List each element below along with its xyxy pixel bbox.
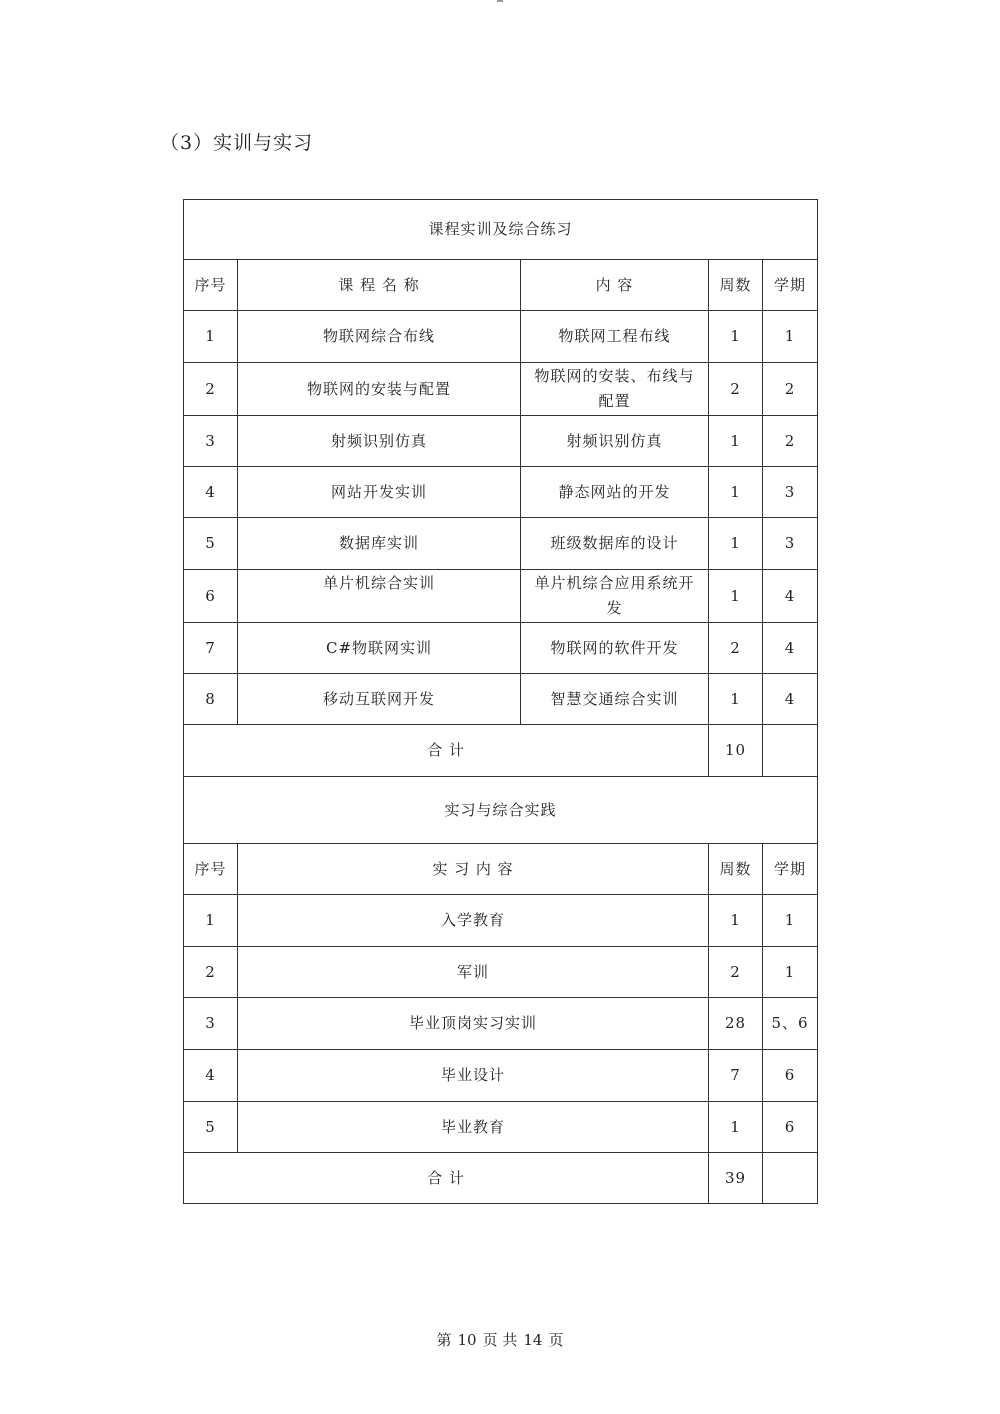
row-content: 物联网的软件开发 <box>521 623 709 674</box>
total-term-empty <box>763 1153 818 1204</box>
header-content: 内 容 <box>521 260 709 311</box>
table-row <box>184 1050 818 1102</box>
row-course-name: 网站开发实训 <box>238 467 521 518</box>
footer-prefix: 第 <box>436 1331 452 1349</box>
row-term: 3 <box>763 518 818 570</box>
row-seq: 2 <box>184 363 238 416</box>
table-row <box>184 311 818 363</box>
row-term: 4 <box>763 570 818 623</box>
section-heading: （3）实训与实习 <box>160 132 314 154</box>
row-weeks: 1 <box>709 674 763 725</box>
table-row <box>184 674 818 725</box>
row-seq: 5 <box>184 518 238 570</box>
row-term: 1 <box>763 895 818 947</box>
table2-total-row <box>184 1153 818 1204</box>
footer-total-pages: 14 <box>523 1331 543 1349</box>
table-row <box>184 947 818 998</box>
header-seq: 序号 <box>184 260 238 311</box>
row-weeks: 1 <box>709 895 763 947</box>
table-row <box>184 363 818 416</box>
header-seq: 序号 <box>184 844 238 895</box>
table-row <box>184 518 818 570</box>
row-weeks: 1 <box>709 570 763 623</box>
row-term: 1 <box>763 947 818 998</box>
row-content: 物联网工程布线 <box>521 311 709 363</box>
row-term: 2 <box>763 363 818 416</box>
row-term: 6 <box>763 1050 818 1102</box>
row-content: 单片机综合应用系统开发 <box>521 570 709 623</box>
row-term: 2 <box>763 416 818 467</box>
table-row <box>184 895 818 947</box>
row-content: 射频识别仿真 <box>521 416 709 467</box>
total-weeks: 10 <box>709 725 763 777</box>
row-course-name: 物联网的安装与配置 <box>238 363 521 416</box>
row-seq: 4 <box>184 467 238 518</box>
row-weeks: 1 <box>709 467 763 518</box>
footer-current-page: 10 <box>457 1331 477 1349</box>
row-weeks: 2 <box>709 363 763 416</box>
row-course-name: 单片机综合实训 <box>238 570 521 623</box>
table-row <box>184 467 818 518</box>
header-term: 学期 <box>763 260 818 311</box>
row-term: 5、6 <box>763 998 818 1050</box>
row-course-name: C#物联网实训 <box>238 623 521 674</box>
row-content: 班级数据库的设计 <box>521 518 709 570</box>
row-weeks: 2 <box>709 623 763 674</box>
table1-total-row <box>184 725 818 777</box>
row-weeks: 1 <box>709 311 763 363</box>
row-content: 智慧交通综合实训 <box>521 674 709 725</box>
table-row <box>184 623 818 674</box>
row-seq: 6 <box>184 570 238 623</box>
row-weeks: 1 <box>709 1102 763 1153</box>
total-label: 合 计 <box>184 1153 709 1204</box>
row-term: 6 <box>763 1102 818 1153</box>
row-content: 毕业设计 <box>238 1050 709 1102</box>
row-term: 4 <box>763 674 818 725</box>
table2-title: 实习与综合实践 <box>184 777 818 844</box>
row-content: 静态网站的开发 <box>521 467 709 518</box>
row-seq: 5 <box>184 1102 238 1153</box>
footer-suffix: 页 <box>548 1331 564 1349</box>
row-weeks: 28 <box>709 998 763 1050</box>
table-row <box>184 570 818 623</box>
table-row <box>184 998 818 1050</box>
header-weeks: 周数 <box>709 844 763 895</box>
row-content: 入学教育 <box>238 895 709 947</box>
table2-header-row <box>184 844 818 895</box>
row-course-name: 移动互联网开发 <box>238 674 521 725</box>
training-table <box>183 199 818 1204</box>
row-weeks: 2 <box>709 947 763 998</box>
row-weeks: 1 <box>709 416 763 467</box>
header-term: 学期 <box>763 844 818 895</box>
table1-title: 课程实训及综合练习 <box>184 200 818 260</box>
total-label: 合 计 <box>184 725 709 777</box>
row-term: 1 <box>763 311 818 363</box>
footer-mid: 页 共 <box>482 1331 518 1349</box>
page-top-mark <box>497 0 503 2</box>
row-content: 毕业顶岗实习实训 <box>238 998 709 1050</box>
table-row <box>184 416 818 467</box>
row-seq: 7 <box>184 623 238 674</box>
header-weeks: 周数 <box>709 260 763 311</box>
header-course-name: 课 程 名 称 <box>238 260 521 311</box>
page-footer <box>0 1329 1000 1350</box>
total-weeks: 39 <box>709 1153 763 1204</box>
row-weeks: 7 <box>709 1050 763 1102</box>
row-course-name: 数据库实训 <box>238 518 521 570</box>
row-content: 军训 <box>238 947 709 998</box>
total-term-empty <box>763 725 818 777</box>
table1-header-row <box>184 260 818 311</box>
row-course-name: 射频识别仿真 <box>238 416 521 467</box>
row-seq: 4 <box>184 1050 238 1102</box>
header-internship-content: 实 习 内 容 <box>238 844 709 895</box>
row-content: 物联网的安装、布线与配置 <box>521 363 709 416</box>
row-seq: 8 <box>184 674 238 725</box>
table-row <box>184 1102 818 1153</box>
row-seq: 3 <box>184 416 238 467</box>
row-term: 4 <box>763 623 818 674</box>
row-seq: 2 <box>184 947 238 998</box>
row-course-name: 物联网综合布线 <box>238 311 521 363</box>
row-seq: 3 <box>184 998 238 1050</box>
row-seq: 1 <box>184 895 238 947</box>
row-content: 毕业教育 <box>238 1102 709 1153</box>
row-term: 3 <box>763 467 818 518</box>
row-seq: 1 <box>184 311 238 363</box>
row-weeks: 1 <box>709 518 763 570</box>
